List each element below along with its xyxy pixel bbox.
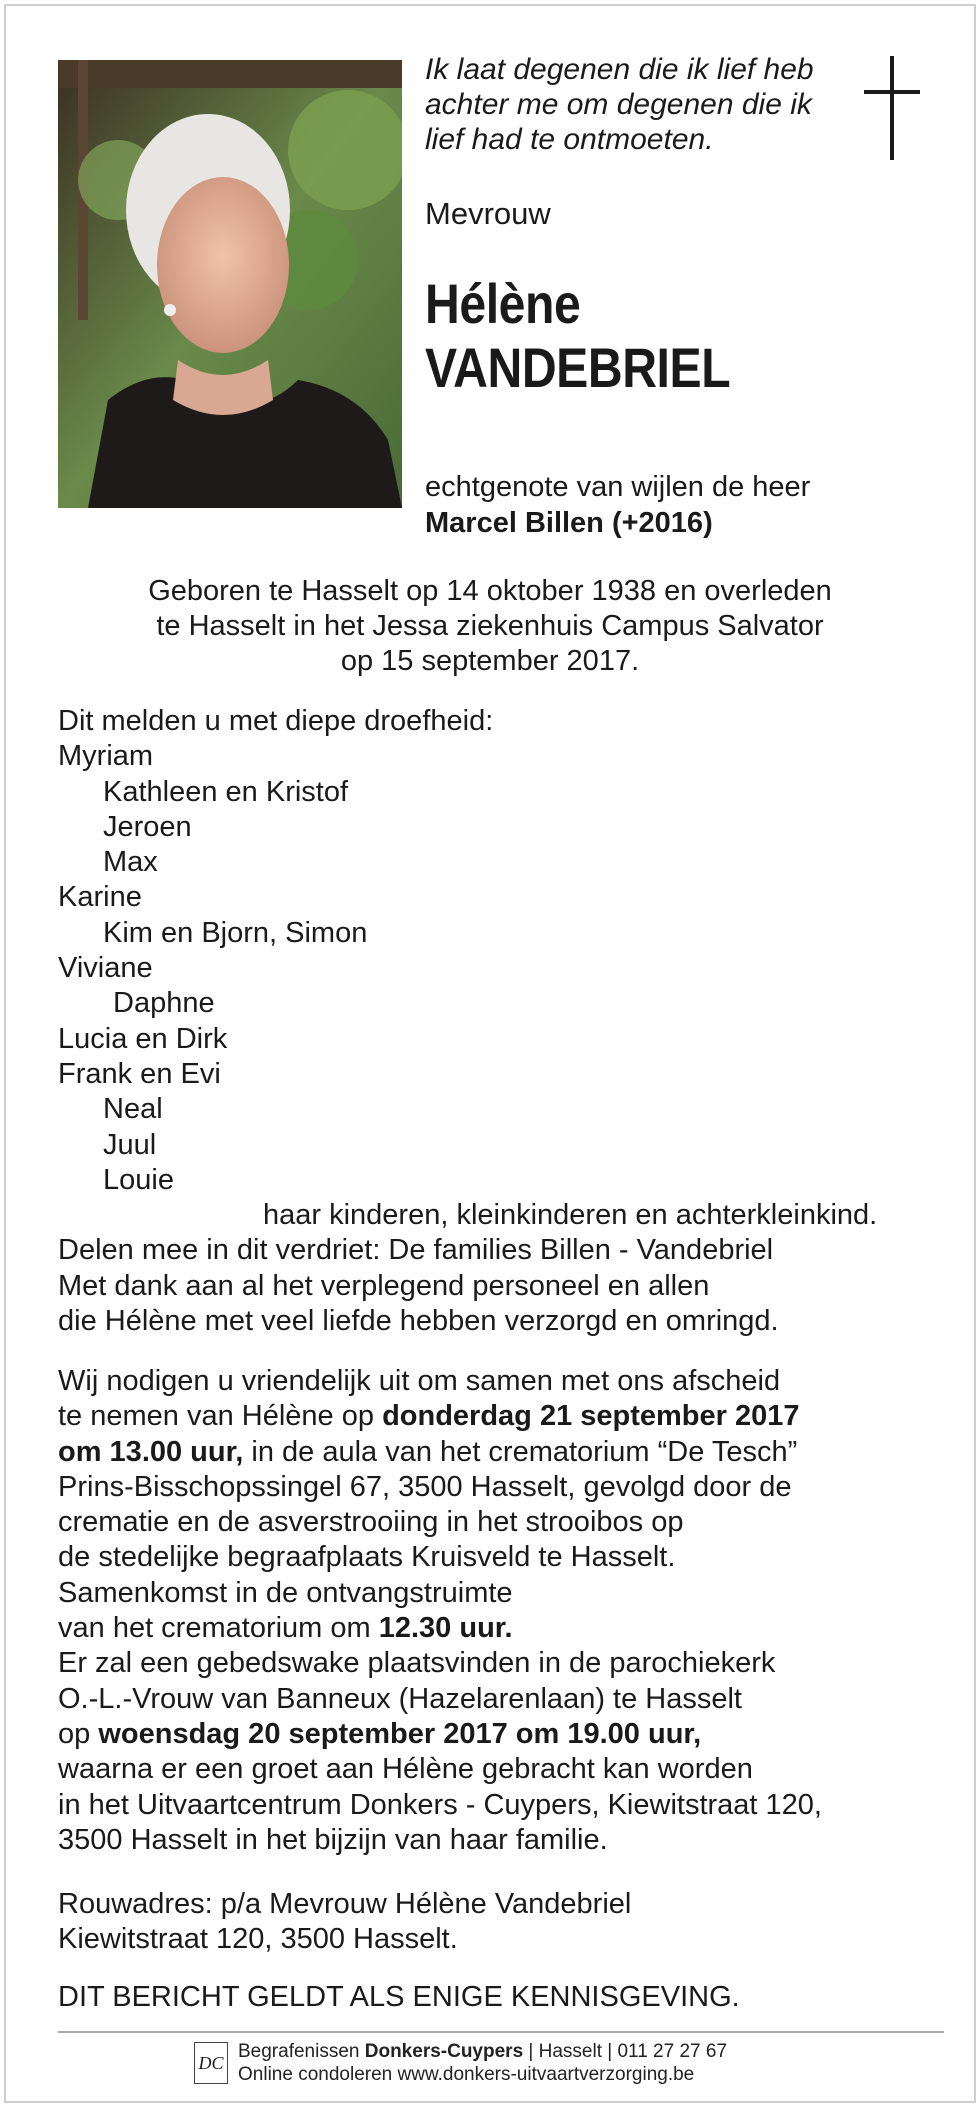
spouse-name: Marcel Billen (+2016): [425, 507, 713, 539]
family-member: Juul: [103, 1128, 157, 1161]
family-member: Myriam: [58, 740, 154, 773]
family-intro: Dit melden u met diepe droefheid:: [58, 705, 494, 737]
family-member: Frank en Evi: [58, 1057, 221, 1090]
funeral-home-logo-icon: DC: [194, 2042, 228, 2084]
share-line: Delen mee in dit verdriet: De families Billen - Vandebriel: [58, 1234, 774, 1267]
invite-line: Samenkomst in de ontvangstruimte: [58, 1576, 513, 1609]
footer-text: Begrafenissen Donkers-Cuypers | Hasselt | 011 27 27 67 Online condoleren www.donkers-uitvaartverzorging.be: [238, 2041, 728, 2085]
family-member: Viviane: [58, 952, 153, 985]
latin-cross-icon: [862, 56, 922, 160]
born-line: te Hasselt in het Jessa ziekenhuis Campus Salvator: [156, 610, 824, 642]
funeral-home-footer: [194, 2040, 727, 2086]
invite-line: de stedelijke begraafplaats Kruisveld te Hasselt.: [58, 1541, 676, 1574]
family-member: Louie: [103, 1163, 174, 1196]
family-member: Kathleen en Kristof: [103, 775, 349, 808]
family-member: Daphne: [113, 987, 215, 1020]
quote-line: achter me om degenen die ik: [425, 88, 812, 121]
invite-line: Er zal een gebedswake plaatsvinden in de parochiekerk: [58, 1647, 776, 1680]
notice-line: DIT BERICHT GELDT ALS ENIGE KENNISGEVING.: [58, 1981, 740, 2013]
family-member: Kim en Bjorn, Simon: [103, 916, 368, 949]
thanks-line: die Hélène met veel liefde hebben verzorgd en omringd.: [58, 1305, 779, 1338]
thanks-line: Met dank aan al het verplegend personeel en allen: [58, 1269, 710, 1302]
opening-quote: [425, 52, 845, 157]
family-member: Neal: [103, 1093, 163, 1126]
spouse-line: echtgenote van wijlen de heer: [425, 471, 811, 503]
kids-line: haar kinderen, kleinkinderen en achterkleinkind.: [263, 1199, 878, 1232]
family-member: Karine: [58, 881, 142, 914]
address-line: Rouwadres: p/a Mevrouw Hélène Vandebriel: [58, 1888, 632, 1920]
invite-line: waarna er een groet aan Hélène gebracht kan worden: [58, 1753, 753, 1786]
portrait-photo: [58, 60, 402, 508]
invite-line: 3500 Hasselt in het bijzijn van haar familie.: [58, 1823, 608, 1856]
invite-line: van het crematorium om 12.30 uur.: [58, 1612, 513, 1645]
family-member: Lucia en Dirk: [58, 1022, 228, 1055]
birth-death-info: [40, 574, 940, 679]
born-line: op 15 september 2017.: [340, 645, 640, 677]
ceremony-invitation: [58, 1364, 822, 1858]
invite-line: op woensdag 20 september 2017 om 19.00 uur,: [58, 1717, 702, 1750]
invite-line: crematie en de asverstrooiing in het strooibos op: [58, 1506, 684, 1539]
spouse-info: [425, 469, 810, 541]
invite-line: te nemen van Hélène op donderdag 21 september 2017: [58, 1400, 800, 1433]
address-line: Kiewitstraat 120, 3500 Hasselt.: [58, 1923, 458, 1955]
invite-line: Wij nodigen u vriendelijk uit om samen met ons afscheid: [58, 1365, 781, 1397]
last-name: VANDEBRIEL: [425, 336, 731, 399]
family-member: Max: [103, 846, 158, 879]
footer-divider: [58, 2031, 944, 2033]
honorific: Mevrouw: [425, 196, 551, 231]
invite-line: O.-L.-Vrouw van Banneux (Hazelarenlaan) te Hasselt: [58, 1682, 742, 1715]
family-list: [58, 704, 877, 1339]
deceased-name: [425, 272, 730, 400]
invite-line: Prins-Bisschopssingel 67, 3500 Hasselt, gevolgd door de: [58, 1470, 792, 1503]
family-member: Jeroen: [103, 810, 192, 843]
invite-line: in het Uitvaartcentrum Donkers - Cuypers, Kiewitstraat 120,: [58, 1788, 822, 1821]
condolence-link[interactable]: Online condoleren www.donkers-uitvaartverzorging.be: [238, 2064, 695, 2085]
invite-line: om 13.00 uur, in de aula van het crematorium “De Tesch”: [58, 1435, 798, 1468]
quote-line: Ik laat degenen die ik lief heb: [425, 53, 814, 86]
quote-line: lief had te ontmoeten.: [425, 123, 714, 156]
born-line: Geboren te Hasselt op 14 oktober 1938 en overleden: [148, 575, 832, 607]
first-name: Hélène: [425, 272, 581, 335]
mourning-address: [58, 1887, 631, 1957]
